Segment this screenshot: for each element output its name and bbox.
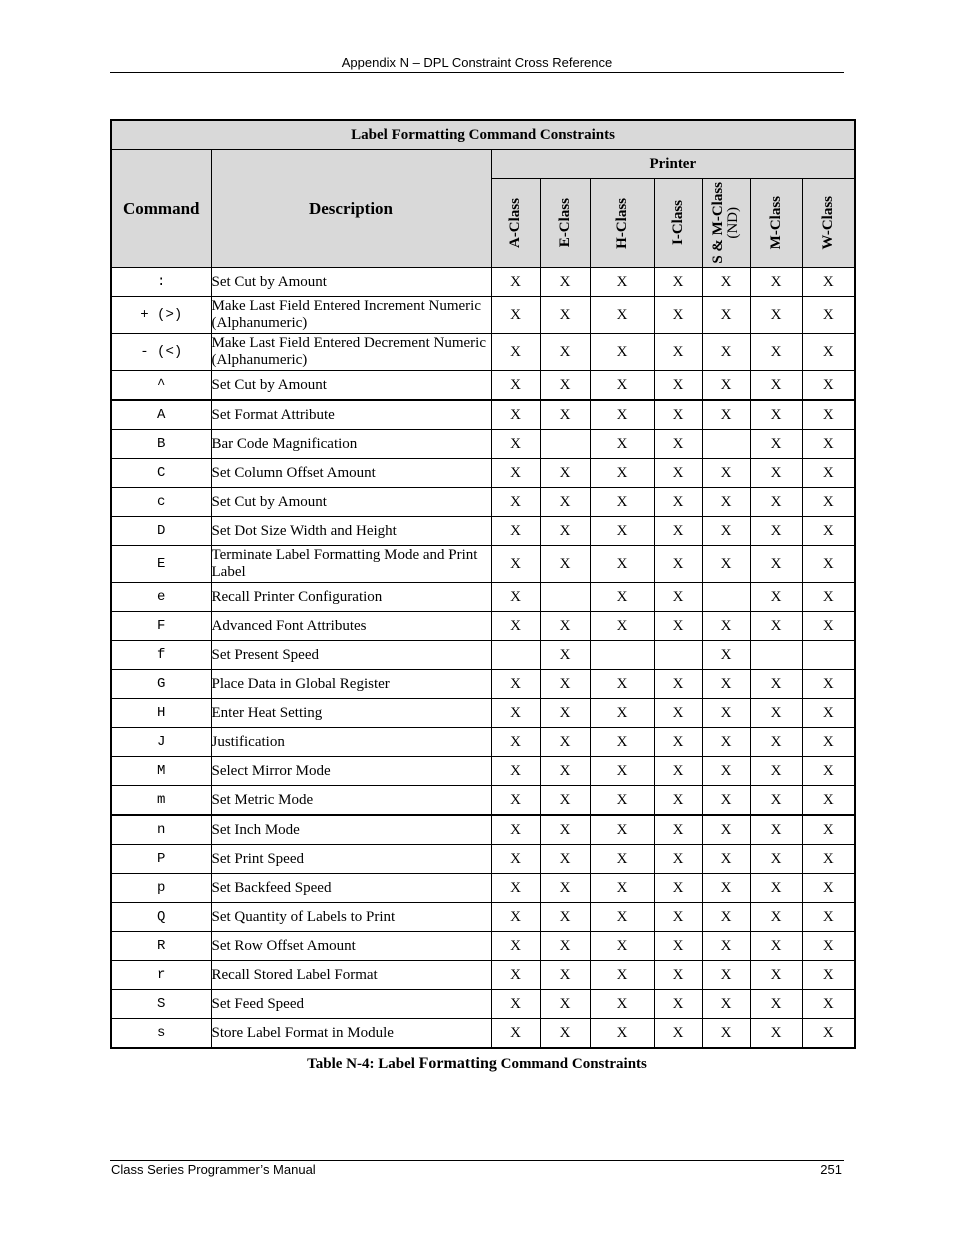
support-mark-cell: X xyxy=(540,459,590,488)
support-mark-cell: X xyxy=(540,757,590,786)
support-mark-cell: X xyxy=(491,488,540,517)
support-mark-cell: X xyxy=(750,728,802,757)
support-mark-cell: X xyxy=(702,334,750,371)
support-mark-cell: X xyxy=(654,459,702,488)
support-mark-cell: X xyxy=(590,990,654,1019)
printer-class-name: I-Class xyxy=(669,200,686,246)
description-cell: Recall Stored Label Format xyxy=(211,961,491,990)
support-mark-cell: X xyxy=(750,546,802,583)
support-mark-cell: X xyxy=(540,961,590,990)
support-mark-cell: X xyxy=(702,961,750,990)
table-row xyxy=(111,641,855,670)
support-mark-cell: X xyxy=(491,517,540,546)
command-cell: C xyxy=(111,459,211,488)
running-header: Appendix N – DPL Constraint Cross Reference xyxy=(341,55,613,70)
support-mark-cell: X xyxy=(802,786,855,816)
support-mark-cell: X xyxy=(802,728,855,757)
support-mark-cell: X xyxy=(802,961,855,990)
support-mark-cell: X xyxy=(654,699,702,728)
table-row xyxy=(111,874,855,903)
support-mark-cell: X xyxy=(540,874,590,903)
support-mark-cell: X xyxy=(654,400,702,430)
printer-class-name: M-Class xyxy=(767,196,784,250)
table-row xyxy=(111,583,855,612)
printer-class-name: H-Class xyxy=(613,197,630,249)
table-row xyxy=(111,546,855,583)
support-mark-cell: X xyxy=(750,297,802,334)
support-mark-cell: X xyxy=(491,728,540,757)
support-mark-cell: X xyxy=(702,815,750,845)
description-cell: Set Feed Speed xyxy=(211,990,491,1019)
support-mark-cell: X xyxy=(802,517,855,546)
support-mark-cell: X xyxy=(654,786,702,816)
support-mark-cell: X xyxy=(491,400,540,430)
description-cell: Set Metric Mode xyxy=(211,786,491,816)
support-mark-cell: X xyxy=(654,517,702,546)
support-mark-cell: X xyxy=(702,990,750,1019)
command-cell: E xyxy=(111,546,211,583)
table-row xyxy=(111,297,855,334)
support-mark-cell: X xyxy=(540,641,590,670)
description-column-header: Description xyxy=(211,150,491,268)
table-row xyxy=(111,1019,855,1049)
support-mark-cell: X xyxy=(702,297,750,334)
page-number: 251 xyxy=(820,1162,842,1177)
support-mark-cell: X xyxy=(540,297,590,334)
support-mark-cell: X xyxy=(491,583,540,612)
support-mark-cell: X xyxy=(702,728,750,757)
printer-class-label xyxy=(558,198,573,247)
support-mark-cell: X xyxy=(750,990,802,1019)
support-mark-cell: X xyxy=(750,961,802,990)
support-mark-cell: X xyxy=(540,1019,590,1049)
support-mark-cell: X xyxy=(654,546,702,583)
support-mark-cell: X xyxy=(540,488,590,517)
description-cell: Justification xyxy=(211,728,491,757)
printer-class-label xyxy=(821,196,836,250)
table-row xyxy=(111,903,855,932)
support-mark-cell: X xyxy=(750,371,802,401)
printer-class-header xyxy=(654,179,702,268)
support-mark-cell: X xyxy=(590,430,654,459)
support-mark-cell: X xyxy=(702,488,750,517)
support-mark-cell: X xyxy=(802,845,855,874)
command-cell: H xyxy=(111,699,211,728)
support-mark-cell: X xyxy=(750,459,802,488)
support-mark-cell: X xyxy=(590,874,654,903)
support-mark-cell: X xyxy=(540,699,590,728)
command-cell: M xyxy=(111,757,211,786)
support-mark-cell: X xyxy=(491,903,540,932)
support-mark-cell: X xyxy=(590,699,654,728)
header-rule xyxy=(110,72,844,73)
command-cell: c xyxy=(111,488,211,517)
support-mark-cell: X xyxy=(491,757,540,786)
support-mark-cell: X xyxy=(654,874,702,903)
support-mark-cell xyxy=(540,583,590,612)
support-mark-cell: X xyxy=(590,961,654,990)
support-mark-cell: X xyxy=(540,786,590,816)
command-cell: P xyxy=(111,845,211,874)
support-mark-cell: X xyxy=(590,297,654,334)
printer-class-header xyxy=(702,179,750,268)
command-cell: B xyxy=(111,430,211,459)
support-mark-cell xyxy=(540,430,590,459)
description-cell: Set Print Speed xyxy=(211,845,491,874)
support-mark-cell: X xyxy=(540,990,590,1019)
command-cell: + (>) xyxy=(111,297,211,334)
support-mark-cell: X xyxy=(702,546,750,583)
support-mark-cell: X xyxy=(802,400,855,430)
printer-class-name: A-Class xyxy=(507,197,523,248)
support-mark-cell: X xyxy=(654,268,702,297)
description-cell: Set Dot Size Width and Height xyxy=(211,517,491,546)
caption-suffix: Command Constraints xyxy=(500,1056,647,1072)
support-mark-cell xyxy=(702,430,750,459)
description-cell: Select Mirror Mode xyxy=(211,757,491,786)
support-mark-cell: X xyxy=(590,845,654,874)
support-mark-cell: X xyxy=(702,903,750,932)
support-mark-cell: X xyxy=(491,699,540,728)
table-row xyxy=(111,728,855,757)
support-mark-cell: X xyxy=(750,786,802,816)
command-cell: G xyxy=(111,670,211,699)
support-mark-cell: X xyxy=(540,670,590,699)
support-mark-cell: X xyxy=(702,268,750,297)
table-row xyxy=(111,845,855,874)
printer-class-label xyxy=(711,182,741,264)
description-cell: Make Last Field Entered Decrement Numeric (Alphanumeric) xyxy=(211,334,491,371)
support-mark-cell: X xyxy=(491,961,540,990)
support-mark-cell: X xyxy=(590,488,654,517)
support-mark-cell: X xyxy=(802,612,855,641)
support-mark-cell: X xyxy=(654,961,702,990)
support-mark-cell: X xyxy=(654,371,702,401)
table-row xyxy=(111,371,855,401)
support-mark-cell: X xyxy=(590,903,654,932)
support-mark-cell: X xyxy=(654,815,702,845)
support-mark-cell: X xyxy=(590,815,654,845)
table-row xyxy=(111,430,855,459)
support-mark-cell: X xyxy=(654,612,702,641)
printer-class-label xyxy=(508,198,523,248)
support-mark-cell: X xyxy=(491,786,540,816)
support-mark-cell: X xyxy=(590,334,654,371)
support-mark-cell: X xyxy=(491,874,540,903)
table-row xyxy=(111,517,855,546)
support-mark-cell: X xyxy=(540,546,590,583)
description-cell: Set Present Speed xyxy=(211,641,491,670)
support-mark-cell: X xyxy=(491,932,540,961)
support-mark-cell: X xyxy=(540,728,590,757)
support-mark-cell: X xyxy=(750,932,802,961)
command-cell: R xyxy=(111,932,211,961)
command-cell: : xyxy=(111,268,211,297)
support-mark-cell: X xyxy=(802,268,855,297)
support-mark-cell: X xyxy=(802,546,855,583)
support-mark-cell: X xyxy=(590,786,654,816)
table-row xyxy=(111,488,855,517)
support-mark-cell: X xyxy=(802,1019,855,1049)
support-mark-cell xyxy=(654,641,702,670)
table-row xyxy=(111,400,855,430)
description-cell: Set Column Offset Amount xyxy=(211,459,491,488)
printer-class-header xyxy=(750,179,802,268)
table-row xyxy=(111,670,855,699)
support-mark-cell: X xyxy=(590,268,654,297)
table-caption xyxy=(110,1055,844,1073)
support-mark-cell: X xyxy=(702,932,750,961)
command-cell: n xyxy=(111,815,211,845)
table-row xyxy=(111,815,855,845)
support-mark-cell: X xyxy=(491,297,540,334)
command-cell: S xyxy=(111,990,211,1019)
printer-class-label xyxy=(671,200,686,245)
description-cell: Set Row Offset Amount xyxy=(211,932,491,961)
support-mark-cell: X xyxy=(802,371,855,401)
support-mark-cell: X xyxy=(590,583,654,612)
table-row xyxy=(111,786,855,816)
support-mark-cell: X xyxy=(590,546,654,583)
command-cell: D xyxy=(111,517,211,546)
support-mark-cell: X xyxy=(491,990,540,1019)
support-mark-cell: X xyxy=(540,815,590,845)
printer-class-header xyxy=(590,179,654,268)
printer-group-header: Printer xyxy=(491,150,855,179)
support-mark-cell: X xyxy=(590,932,654,961)
support-mark-cell: X xyxy=(702,874,750,903)
support-mark-cell: X xyxy=(590,728,654,757)
description-cell: Bar Code Magnification xyxy=(211,430,491,459)
support-mark-cell xyxy=(750,641,802,670)
printer-class-name: W-Class xyxy=(819,196,836,250)
support-mark-cell: X xyxy=(654,845,702,874)
support-mark-cell: X xyxy=(491,268,540,297)
support-mark-cell: X xyxy=(750,1019,802,1049)
support-mark-cell: X xyxy=(654,903,702,932)
command-cell: f xyxy=(111,641,211,670)
support-mark-cell: X xyxy=(590,459,654,488)
description-cell: Set Cut by Amount xyxy=(211,488,491,517)
printer-class-name: S & M-Class xyxy=(710,182,726,264)
command-cell: J xyxy=(111,728,211,757)
support-mark-cell: X xyxy=(750,757,802,786)
support-mark-cell: X xyxy=(590,1019,654,1049)
support-mark-cell: X xyxy=(540,400,590,430)
support-mark-cell: X xyxy=(702,699,750,728)
description-cell: Make Last Field Entered Increment Numeric (Alphanumeric) xyxy=(211,297,491,334)
support-mark-cell: X xyxy=(654,488,702,517)
description-cell: Set Format Attribute xyxy=(211,400,491,430)
support-mark-cell: X xyxy=(750,400,802,430)
description-cell: Set Inch Mode xyxy=(211,815,491,845)
command-cell: m xyxy=(111,786,211,816)
support-mark-cell: X xyxy=(654,932,702,961)
support-mark-cell: X xyxy=(750,488,802,517)
support-mark-cell: X xyxy=(540,334,590,371)
support-mark-cell: X xyxy=(491,845,540,874)
support-mark-cell: X xyxy=(654,990,702,1019)
support-mark-cell: X xyxy=(802,670,855,699)
printer-class-header xyxy=(802,179,855,268)
table-row xyxy=(111,459,855,488)
support-mark-cell: X xyxy=(540,932,590,961)
printer-class-label xyxy=(615,198,630,249)
support-mark-cell: X xyxy=(702,786,750,816)
support-mark-cell: X xyxy=(802,488,855,517)
support-mark-cell: X xyxy=(491,612,540,641)
support-mark-cell: X xyxy=(750,583,802,612)
support-mark-cell: X xyxy=(590,612,654,641)
support-mark-cell: X xyxy=(540,371,590,401)
printer-class-header xyxy=(491,179,540,268)
command-cell: Q xyxy=(111,903,211,932)
support-mark-cell: X xyxy=(590,371,654,401)
command-cell: s xyxy=(111,1019,211,1049)
command-cell: F xyxy=(111,612,211,641)
support-mark-cell: X xyxy=(702,641,750,670)
support-mark-cell: X xyxy=(491,459,540,488)
support-mark-cell: X xyxy=(491,371,540,401)
support-mark-cell: X xyxy=(750,268,802,297)
support-mark-cell: X xyxy=(750,670,802,699)
command-cell: e xyxy=(111,583,211,612)
support-mark-cell: X xyxy=(802,874,855,903)
support-mark-cell: X xyxy=(540,517,590,546)
support-mark-cell: X xyxy=(802,334,855,371)
support-mark-cell: X xyxy=(702,612,750,641)
support-mark-cell: X xyxy=(802,932,855,961)
support-mark-cell: X xyxy=(750,845,802,874)
command-cell: - (<) xyxy=(111,334,211,371)
footer-manual-title: Class Series Programmer’s Manual xyxy=(111,1162,316,1177)
support-mark-cell: X xyxy=(702,670,750,699)
support-mark-cell xyxy=(802,641,855,670)
command-cell: ^ xyxy=(111,371,211,401)
support-mark-cell xyxy=(491,641,540,670)
support-mark-cell: X xyxy=(802,815,855,845)
support-mark-cell: X xyxy=(540,903,590,932)
description-cell: Advanced Font Attributes xyxy=(211,612,491,641)
caption-mid: Formatting xyxy=(418,1055,497,1072)
footer-rule xyxy=(110,1160,844,1161)
support-mark-cell: X xyxy=(491,815,540,845)
support-mark-cell: X xyxy=(702,371,750,401)
support-mark-cell: X xyxy=(491,430,540,459)
support-mark-cell: X xyxy=(540,268,590,297)
description-cell: Set Cut by Amount xyxy=(211,268,491,297)
table-row xyxy=(111,334,855,371)
table-row xyxy=(111,990,855,1019)
command-cell: A xyxy=(111,400,211,430)
support-mark-cell xyxy=(702,583,750,612)
support-mark-cell: X xyxy=(702,400,750,430)
table-row xyxy=(111,757,855,786)
table-title: Label Formatting Command Constraints xyxy=(111,120,855,150)
support-mark-cell: X xyxy=(702,517,750,546)
support-mark-cell: X xyxy=(802,583,855,612)
command-cell: p xyxy=(111,874,211,903)
support-mark-cell: X xyxy=(491,670,540,699)
support-mark-cell: X xyxy=(491,1019,540,1049)
support-mark-cell: X xyxy=(802,990,855,1019)
printer-class-header xyxy=(540,179,590,268)
support-mark-cell: X xyxy=(590,757,654,786)
table-row xyxy=(111,961,855,990)
support-mark-cell: X xyxy=(750,903,802,932)
printer-class-name: E-Class xyxy=(556,198,573,248)
table-row xyxy=(111,268,855,297)
support-mark-cell: X xyxy=(654,670,702,699)
description-cell: Recall Printer Configuration xyxy=(211,583,491,612)
support-mark-cell: X xyxy=(590,670,654,699)
printer-class-label xyxy=(769,196,784,249)
table-row xyxy=(111,699,855,728)
description-cell: Terminate Label Formatting Mode and Print Label xyxy=(211,546,491,583)
support-mark-cell: X xyxy=(750,517,802,546)
support-mark-cell: X xyxy=(802,297,855,334)
description-cell: Set Backfeed Speed xyxy=(211,874,491,903)
support-mark-cell: X xyxy=(654,334,702,371)
command-column-header: Command xyxy=(111,150,211,268)
support-mark-cell: X xyxy=(590,517,654,546)
caption-prefix: Table N-4: Label xyxy=(307,1056,415,1072)
support-mark-cell: X xyxy=(590,400,654,430)
description-cell: Place Data in Global Register xyxy=(211,670,491,699)
support-mark-cell: X xyxy=(750,815,802,845)
support-mark-cell: X xyxy=(654,430,702,459)
constraints-table xyxy=(110,119,856,1049)
support-mark-cell: X xyxy=(491,546,540,583)
support-mark-cell: X xyxy=(750,334,802,371)
table-row xyxy=(111,932,855,961)
support-mark-cell: X xyxy=(491,334,540,371)
command-cell: r xyxy=(111,961,211,990)
support-mark-cell: X xyxy=(540,612,590,641)
support-mark-cell: X xyxy=(702,845,750,874)
support-mark-cell: X xyxy=(750,430,802,459)
support-mark-cell: X xyxy=(654,757,702,786)
support-mark-cell: X xyxy=(802,903,855,932)
table-body xyxy=(111,268,855,1049)
support-mark-cell: X xyxy=(702,1019,750,1049)
support-mark-cell: X xyxy=(702,459,750,488)
support-mark-cell: X xyxy=(802,430,855,459)
support-mark-cell: X xyxy=(750,699,802,728)
support-mark-cell: X xyxy=(654,1019,702,1049)
description-cell: Set Quantity of Labels to Print xyxy=(211,903,491,932)
support-mark-cell: X xyxy=(654,297,702,334)
support-mark-cell: X xyxy=(540,845,590,874)
support-mark-cell: X xyxy=(750,612,802,641)
support-mark-cell: X xyxy=(702,757,750,786)
support-mark-cell: X xyxy=(750,874,802,903)
description-cell: Enter Heat Setting xyxy=(211,699,491,728)
support-mark-cell xyxy=(590,641,654,670)
table-row xyxy=(111,612,855,641)
support-mark-cell: X xyxy=(654,583,702,612)
support-mark-cell: X xyxy=(802,699,855,728)
printer-class-note: (ND) xyxy=(725,207,741,239)
description-cell: Set Cut by Amount xyxy=(211,371,491,401)
support-mark-cell: X xyxy=(802,459,855,488)
support-mark-cell: X xyxy=(654,728,702,757)
description-cell: Store Label Format in Module xyxy=(211,1019,491,1049)
support-mark-cell: X xyxy=(802,757,855,786)
